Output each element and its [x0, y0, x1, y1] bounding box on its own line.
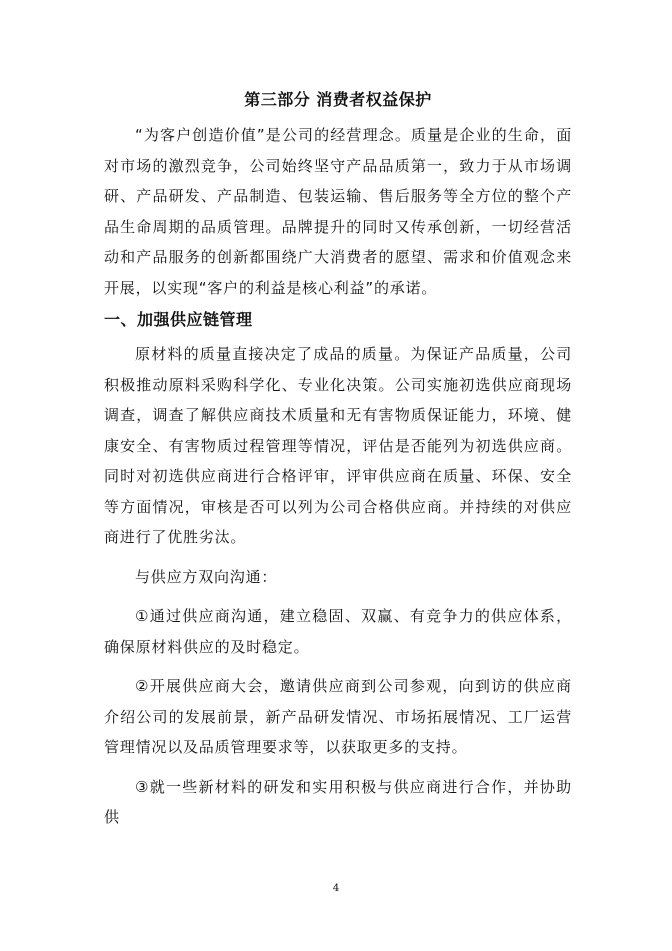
page-number: 4: [332, 883, 340, 894]
list-item-1: ①通过供应商沟通，建立稳固、双赢、有竞争力的供应体系，确保原材料供应的及时稳定。: [104, 607, 572, 656]
page-content: [104, 86, 572, 833]
list-item-2: ②开展供应商大会，邀请供应商到公司参观，向到访的供应商介绍公司的发展前景，新产品研发情况、市场拓展情况、工厂运营管理情况以及品质管理要求等，以获取更多的支持。: [104, 677, 572, 756]
section-heading: 一、加强供应链管理: [104, 310, 253, 329]
communication-intro: 与供应方双向沟通：: [135, 567, 278, 586]
intro-paragraph: “为客户创造价值”是公司的经营理念。质量是企业的生命，面对市场的激烈竞争，公司始终坚守产品品质第一，致力于从市场调研、产品研发、产品制造、包装运输、售后服务等全方位的整个产品生命周期的品质管理。品牌提升的同时又传承创新，一切经营活动和产品服务的创新都围绕广大消费者的愿望、需求和价值观念来开展，以实现“客户的利益是核心利益”的承诺。: [104, 126, 572, 297]
list-item-3: ③就一些新材料的研发和实用积极与供应商进行合作，并协助供: [104, 777, 572, 826]
supply-chain-paragraph: 原材料的质量直接决定了成品的质量。为保证产品质量，公司积极推动原料采购科学化、专业化决策。公司实施初选供应商现场调查，调查了解供应商技术质量和无有害物质保证能力，环境、健康安全、有害物质过程管理等情况，评估是否能列为初选供应商。同时对初选供应商进行合格评审，评审供应商在质量、环保、安全等方面情况，审核是否可以列为公司合格供应商。并持续的对供应商进行了优胜劣汰。: [104, 345, 572, 546]
section-title: 第三部分 消费者权益保护: [244, 90, 432, 109]
